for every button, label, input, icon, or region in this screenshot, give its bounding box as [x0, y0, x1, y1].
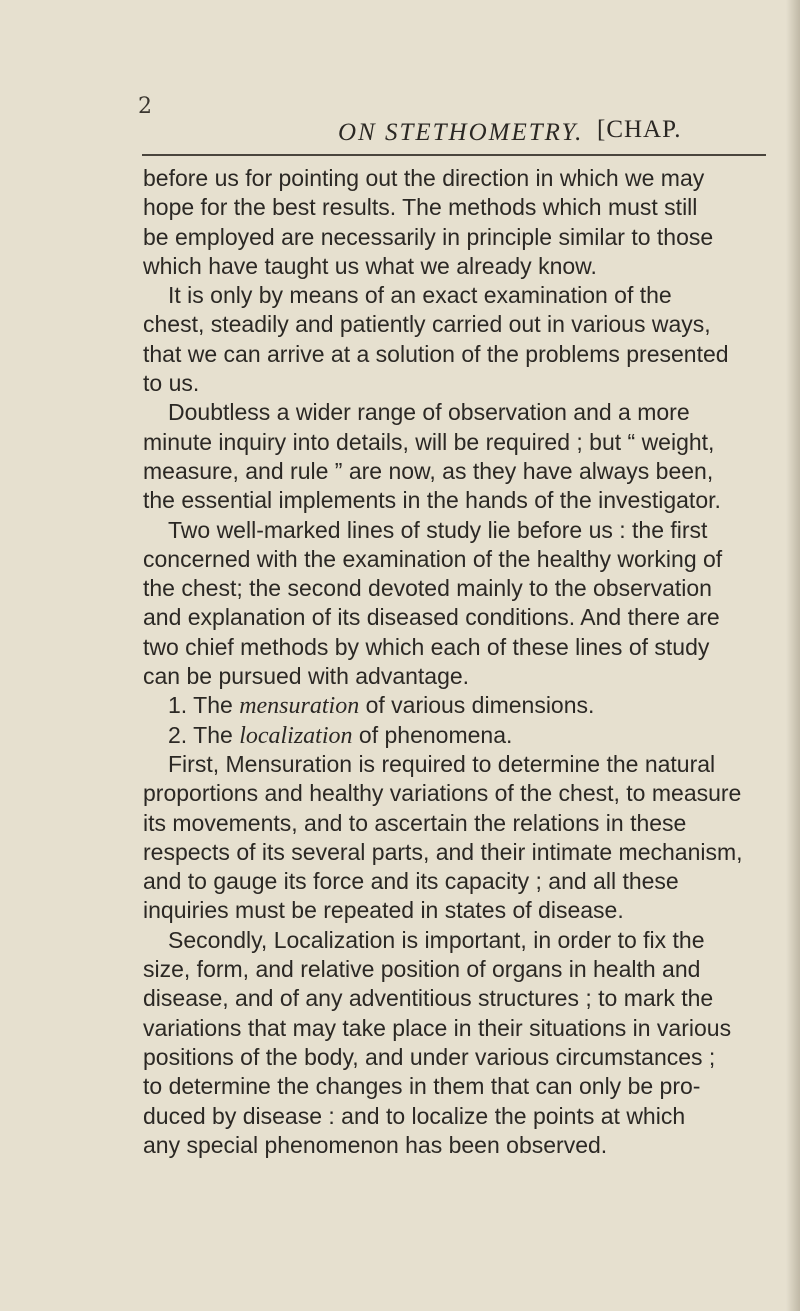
numbered-item-prefix: 2. The [168, 721, 240, 748]
running-title: ON STETHOMETRY. [338, 119, 584, 146]
body-text [143, 164, 783, 1160]
text-line: proportions and healthy variations of the chest, to measure [143, 780, 742, 807]
numbered-item-suffix: of various dimensions. [359, 692, 595, 719]
text-line: chest, steadily and patiently carried out in various ways, [143, 311, 711, 338]
numbered-item-prefix: 1. The [168, 692, 240, 719]
page-header [0, 0, 800, 160]
paragraph-start-line: Two well-marked lines of study lie before us : the first [168, 516, 708, 543]
text-line: before us for pointing out the direction in which we may [143, 165, 705, 191]
text-line: and explanation of its diseased conditions. And there are [143, 604, 720, 631]
emphasis-mensuration: mensuration [239, 693, 360, 720]
text-line: to determine the changes in them that can only be pro- [143, 1073, 701, 1100]
text-line: be employed are necessarily in principle similar to those [143, 223, 714, 250]
text-line: measure, and rule ” are now, as they have always been, [143, 457, 714, 484]
numbered-item-suffix: of phenomena. [352, 721, 513, 748]
text-line: hope for the best results. The methods which must still [143, 194, 698, 221]
text-line: duced by disease : and to localize the points at which [143, 1102, 686, 1129]
chapter-label: [CHAP. [597, 116, 682, 143]
header-rule [142, 154, 766, 156]
text-line: concerned with the examination of the healthy working of [143, 545, 723, 572]
page-edge-shadow [786, 0, 800, 1311]
emphasis-localization: localization [239, 722, 353, 749]
paragraph-start-line: First, Mensuration is required to determine the natural [168, 750, 716, 777]
paragraph-start-line: Secondly, Localization is important, in order to fix the [168, 926, 705, 953]
text-line: inquiries must be repeated in states of disease. [143, 897, 624, 924]
text-line: its movements, and to ascertain the relations in these [143, 809, 687, 836]
text-line: the chest; the second devoted mainly to the observation [143, 575, 712, 602]
text-line: minute inquiry into details, will be required ; but “ weight, [143, 428, 715, 455]
text-line: positions of the body, and under various circumstances ; [143, 1043, 716, 1070]
text-line: which have taught us what we already know. [143, 252, 597, 279]
text-line: two chief methods by which each of these lines of study [143, 633, 710, 660]
numbered-item-mensuration [143, 691, 783, 720]
text-line: can be pursued with advantage. [143, 663, 470, 690]
paragraph-start-line: It is only by means of an exact examination of the [168, 282, 672, 309]
text-line: variations that may take place in their situations in various [143, 1014, 732, 1041]
page-number: 2 [138, 94, 152, 119]
text-line: respects of its several parts, and their intimate mechanism, [143, 838, 743, 865]
paragraph-start-line: Doubtless a wider range of observation and a more [168, 399, 690, 426]
text-line: size, form, and relative position of organs in health and [143, 956, 701, 983]
text-line: to us. [143, 370, 200, 397]
numbered-item-localization [143, 721, 783, 750]
text-line: the essential implements in the hands of the investigator. [143, 487, 721, 514]
text-line: and to gauge its force and its capacity ; and all these [143, 868, 679, 895]
text-line: any special phenomenon has been observed. [143, 1131, 608, 1158]
text-line: disease, and of any adventitious structures ; to mark the [143, 985, 714, 1012]
text-line: that we can arrive at a solution of the problems presented [143, 340, 729, 367]
